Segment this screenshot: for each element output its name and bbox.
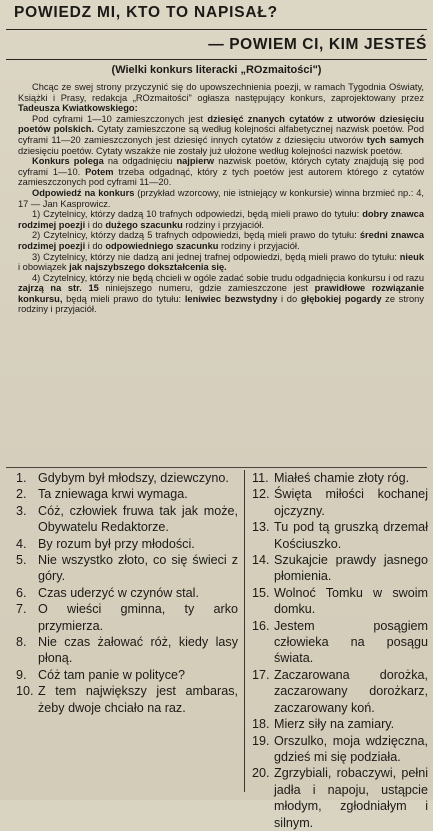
rules-paragraph: 1) Czytelnicy, którzy dadzą 10 trafnych odpowiedzi, będą mieli prawo do tytułu: dobry znawca rodzimej poezji i do dużego szacunku rodziny i przyjaciół. bbox=[18, 209, 424, 230]
quote-text: Nie wszystko złoto, co się świeci z góry. bbox=[38, 553, 238, 584]
quote-number: 12. bbox=[252, 487, 270, 502]
quote-item bbox=[16, 486, 238, 502]
quote-item bbox=[16, 683, 238, 716]
quote-item bbox=[16, 667, 238, 683]
quote-text: By rozum był przy młodości. bbox=[38, 536, 195, 551]
quote-number: 7. bbox=[16, 602, 27, 617]
rules-paragraph: 4) Czytelnicy, którzy nie będą chcieli w ogóle zadać sobie trudu odgadnięcia konkursu i od razu zajrzą na str. 15 niniejszego numeru, gdzie zamieszczone jest prawidłowe rozwiązanie konkursu, będą mieli prawo do tytułu: leniwiec bezwstydny i do głębokiej pogardy ze strony rodziny i przyjaciół. bbox=[18, 272, 425, 315]
quote-item bbox=[252, 486, 428, 519]
quote-text: Tu pod tą gruszką drzemał Kościuszko. bbox=[274, 520, 428, 551]
quote-text: Cóż tam panie w polityce? bbox=[38, 667, 185, 682]
quote-item bbox=[16, 552, 238, 585]
quote-item bbox=[16, 634, 238, 667]
quote-number: 20. bbox=[252, 766, 270, 781]
quote-item bbox=[16, 585, 238, 601]
rules-paragraph: Pod cyframi 1—10 zamieszczonych jest dziesięć znanych cytatów z utworów dziesięciu poetów polskich. Cytaty zamieszczone są według kolejności alfabetycznej nazwisk poetów. Pod cyframi 11—20 zamieszczonych jest dziesięć innych cytatów z dziesięciu utworów tych samych dziesięciu poetów. Cytaty wszakże nie zostały już ułożone według kolejności nazwisk poetów. bbox=[18, 113, 424, 156]
quote-text: Gdybym był młodszy, dziewczyno. bbox=[38, 471, 229, 485]
quote-text: Szukajcie prawdy jasnego płomienia. bbox=[274, 553, 428, 584]
quote-number: 5. bbox=[16, 553, 27, 568]
quote-number: 1. bbox=[16, 471, 27, 485]
quote-number: 3. bbox=[16, 503, 27, 518]
quote-text: Miałeś chamie złoty róg. bbox=[274, 471, 410, 485]
quote-number: 17. bbox=[252, 667, 270, 682]
quote-text: O wieści gminna, ty arko przymierza. bbox=[38, 602, 238, 633]
rules-paragraph: Odpowiedź na konkurs (przykład wzorcowy, nie istniejący w konkursie) winna brzmieć np.: 4, 17 — Jan Kasprowicz. bbox=[18, 187, 424, 209]
quote-number: 19. bbox=[252, 733, 270, 748]
column-divider bbox=[244, 470, 245, 792]
contest-rules bbox=[18, 82, 424, 315]
quote-text: Mierz siły na zamiary. bbox=[274, 717, 395, 732]
quote-number: 13. bbox=[252, 520, 270, 535]
rules-paragraph: 2) Czytelnicy, którzy dadzą 5 trafnych odpowiedzi, będą mieli prawo do tytułu: średni znawca rodzimej poezji i do odpowiedniego szacunku rodziny i przyjaciół. bbox=[18, 230, 424, 251]
quote-item bbox=[16, 536, 238, 552]
quote-number: 8. bbox=[16, 635, 27, 650]
contest-subtitle: (Wielki konkurs literacki „ROzmaitości") bbox=[111, 64, 322, 76]
quote-number: 10. bbox=[16, 684, 34, 699]
quote-number: 14. bbox=[252, 553, 270, 568]
header-rule-top bbox=[6, 29, 427, 30]
quote-item bbox=[16, 503, 238, 536]
header-rule-bottom bbox=[6, 59, 427, 60]
headline-question: POWIEDZ MI, KTO TO NAPISAŁ? bbox=[14, 4, 278, 21]
quote-item bbox=[252, 585, 428, 618]
quote-item bbox=[252, 667, 428, 716]
quote-text: Zaczarowana dorożka, zaczarowany dorożkarz, zaczarowany koń. bbox=[274, 667, 428, 715]
section-divider bbox=[6, 467, 427, 468]
quote-item bbox=[252, 733, 428, 766]
quote-item bbox=[252, 519, 428, 552]
quote-item bbox=[252, 618, 428, 667]
quote-text: Cóż, człowiek fruwa tak jak może, Obywatelu Redaktorze. bbox=[38, 503, 238, 535]
quote-number: 18. bbox=[252, 717, 270, 732]
headline-answer: — POWIEM CI, KIM JESTEŚ bbox=[208, 36, 427, 53]
rules-paragraph: Chcąc ze swej strony przyczynić się do upowszechnienia poezji, w ramach Tygodnia Oświaty, Książki i Prasy, redakcja „ROzmaitości" ogłasza następujący konkurs, zaprojektowany przez Tadeusza Kwiatkowskiego: bbox=[18, 82, 424, 114]
quote-item bbox=[252, 552, 428, 585]
quotes-column-right bbox=[252, 470, 428, 831]
quote-text: Święta miłości kochanej ojczyzny. bbox=[274, 487, 428, 518]
quote-text: Zgrzybiali, robaczywi, pełni jadła i napoju, ustąpcie młodym, zgłodniałym i silnym. bbox=[274, 766, 428, 830]
quote-text: Wolnoć Tomku w swoim domku. bbox=[274, 585, 428, 617]
quote-number: 9. bbox=[16, 667, 27, 682]
quote-item bbox=[252, 716, 428, 732]
quote-number: 16. bbox=[252, 618, 270, 633]
quote-item bbox=[16, 470, 238, 486]
quote-number: 2. bbox=[16, 487, 27, 502]
quote-text: Ta zniewaga krwi wymaga. bbox=[38, 487, 188, 502]
rules-paragraph: 3) Czytelnicy, którzy nie dadzą ani jednej trafnej odpowiedzi, będą mieli prawo do tytułu: nieuk i obowiązek jak najszybszego dokształcenia się. bbox=[18, 251, 424, 273]
quote-item bbox=[16, 601, 238, 634]
quotes-column-left bbox=[16, 470, 238, 716]
quote-text: Nie czas żałować róż, kiedy lasy płoną. bbox=[38, 635, 238, 666]
quote-text: Czas uderzyć w czynów stal. bbox=[38, 585, 199, 600]
quote-number: 15. bbox=[252, 585, 270, 600]
quote-number: 4. bbox=[16, 536, 27, 551]
quote-text: Orszulko, moja wdzięczna, gdzieś mi się podziała. bbox=[274, 733, 428, 764]
quote-text: Jestem posągiem człowieka na posągu świata. bbox=[274, 618, 428, 666]
quote-text: Z tem największy jest ambaras, żeby dwoje chciało na raz. bbox=[38, 684, 238, 715]
quote-item bbox=[252, 765, 428, 831]
quote-number: 6. bbox=[16, 585, 27, 600]
quote-item bbox=[252, 470, 428, 486]
rules-paragraph: Konkurs polega na odgadnięciu najpierw nazwisk poetów, których cytaty znajdują się pod cyframi 1—10. Potem trzeba odgadnąć, który z tych poetów jest autorem którego z cytatów zamieszczonych pod cyframi 11—20. bbox=[18, 156, 425, 188]
quote-number: 11. bbox=[252, 471, 269, 485]
